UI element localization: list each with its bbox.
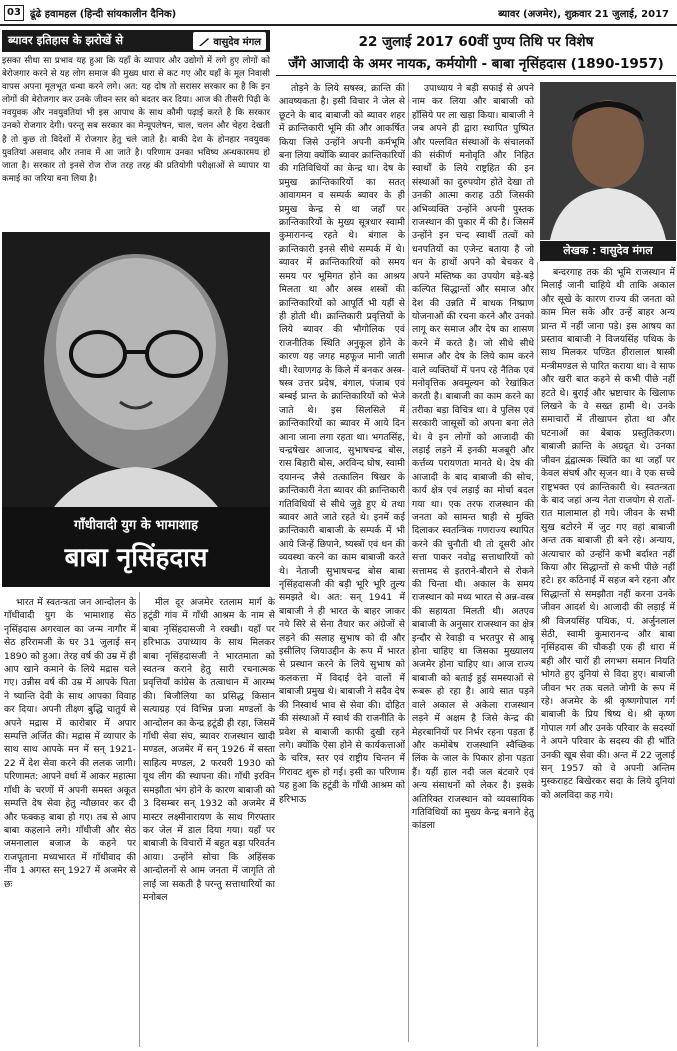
article-column-2: [143, 596, 275, 1046]
article-column-1-text: भारत में स्वतन्त्रता जन आन्दोलन के गाँधीवादी युग के भामाशाह सेठ नृसिंहदास अगरवाल का जन्म नागौर में सेठ हरिरामजी के घर 31 जुलाई सन् 1890 को हुआ। तेरह वर्ष की उम्र में ही आप खाने कमाने के लिये मद्रास चले गए। उन्नीस वर्ष की उम्र में आपके पिता ने ष्यान्ति देवी के साथ आपका विवाह कर दिया। अपनी तीक्ष्ण बुद्धि चातुर्य से अपने मद्रास में कारोबार में अपार सम्पत्ति अर्जित की। मद्रास में व्यापार के साथ साथ आपके मन में सन् 1921-22 में देश सेवा करने की ललक जागी। परिणामत: आपने वर्धा में आकर महात्मा गाँधी के चरणों में अपनी समस्त अकूत सम्पत्ति देष सेवा हेतु न्यौछावर कर दी और फक्कड़ बाबा हो गए। तब से आप बाबा कहलाने लगे। गाँधीजी और सेठ जमनालाल बजाज के कहने पर राजपूताना मध्यभारत में गाँधीवाद की नींव 1 अगस्त सन् 1927 में अजमेर से छः: [4, 597, 136, 890]
article-column-5-text: बन्दरगाह तक की भूमि राजस्थान में मिलाई जानी चाहिये थी ताकि अकाल और सूखे के कारण राज्य की जनता को काम मिल सके और उन्हें बाहर अन्य प्रान्त में नहीं जाना पड़े। इस आषय का प्रस्ताव बाबाजी ने विजयसिंह पथिक के साथ मिलकर पण्डित हीरालाल षास्त्री मन्त्रीमण्डल से पारित कराया था। वे साफ और खरी बात कहने से कभी पीछे नहीं हटते थे। बुराई और भ्रष्टाचार के खिलाफ लिखने के वे सख्त हामी थे। उनके समाचारों में तीखापन होता था और घटनाओं का बेबाक प्रस्तुतिकरण। बाबाजी क्रान्ति के अग्रदूत थे। उनका जीवन द्वंद्वात्मक स्थिति का था जहाँ पर केवल संघर्ष और सृजन था। वे एक सच्चे राष्ट्रभक्त एवं क्रान्तिकारी थे। स्वतन्त्रता के बाद जहां अन्य नेता राजयोग से रातों-रात मालामाल हो गये। जीवन के सभी सुख बटोरने में जुट गए वहां बाबाजी अन्त तक बाबाजी ही बने रहे। अन्याय, अत्याचार को उन्होंने कभी बर्दाश्त नहीं किया और सिद्धान्तों से कभी पीछे नहीं हटे। हर कठिनाई में सहज बने रहना और सिद्धान्तों से समझौता नहीं करना उनके जीवन आदर्श थे। आजादी की लड़ाई में श्री विजयसिंह पथिक, पं. अर्जुनलाल सेठी, स्वामी कुमारानन्द और बाबा नृसिंहदास की चौकड़ी एक ही धारा में बही और चारों ही लगभग समान नियति भोगते हुए दुनियां से विदा हुए। बाबाजी जीवन भर तक चलते जोगी के रूप में रहे। अजमेर के श्री कृष्णगोपाल गर्ग बाबाजी के प्रिय षिष्य थे। श्री कृष्ण गोपाल गर्ग और उनके परिवार के सदस्यों ने अपने परिवार के सदस्य की ही भाँति उनकी खूब सेवा की। अन्त में 22 जुलाई सन् 1957 को वे अपनी अन्तिम मुस्कराहट बिखेरकर सदा के लिये दुनियां को अलविदा कह गये।: [541, 267, 675, 801]
article-column-3: [279, 82, 405, 1046]
column-divider: [537, 262, 538, 1047]
history-section-body: इसका सीधा सा प्रभाव यह हुआ कि यहाँ के व्यापार और उद्योगों में लगे हुए लोगों को बेरोजगार करने से यह लोग समाज की मुख्य धारा से कट गए और यहाँ के मूल निवासी वापस अपना मूलभूत धन्धा करने लगे। अत: यह दोष तो सरासर सरकार का है कि इन लोगों की बेरोजगार कर उनके जीवन स्तर को बदतर कर दिया। आज की तीसरी पिढ़ी के नवयुवक और नवयुवतियां भी इस आपाध के साथ कौमी पढ़ाई करते है कि सरकार उनको रोजगार देगी। परन्तु सब सरकार का मेन्यूपलेषन, चाल, चलन और चेहरा देखती है तो कुछ तो विदेशों में रोजगार हेतु चले जाते है। बाकी देश के होनहार नवयुवक युवतियां असवाद और तनाव में आ जाते है। परिणाम उनका भविष्य अन्धकारमय हो जाता है। सरकार तो इनसे रोज रोज तरह तरह की प्रतियोगी परीक्षाओं से व्यापार या कमाई का जरिया बना लिया है।: [2, 56, 270, 184]
portrait-caption-subtitle: गाँधीवादी युग के भामाशाह: [73, 518, 199, 533]
article-column-5: [541, 266, 675, 1046]
portrait-caption-name: बाबा नृसिंहदास: [64, 543, 208, 573]
history-section-banner: [2, 30, 270, 52]
author-photo: [540, 82, 676, 240]
history-section-title: ब्यावर इतिहास के झरोखें से: [8, 33, 124, 47]
author-label: लेखक : वासुदेव मंगल: [540, 241, 676, 261]
portrait-photo: [2, 232, 270, 587]
column-divider: [139, 592, 140, 1047]
portrait-illustration: [2, 232, 270, 587]
article-column-3-text: तोड़ने के लिये सषस्त्र, क्रान्ति की आवष्यकता है। इसी विचार ने जेल से छूटने के बाद बाबाजी को ब्यावर शहर में क्रान्तिकारी भूमि की और आकर्षित किया जिसे उन्होंने अपनी कर्मभूमि बना लिया क्योंकि ब्यावर क्रान्तिकारियों की गतिविधियों का केन्द्र था। देष के प्रमुख क्रान्तिकारियों का सतत् आवागमन व सम्पर्क ब्यावर के ही प्रमुख केन्द्र से था जहाँ पर क्रान्तिकारियों के मुख्य सूत्रधार स्वामी कुमारानन्द रहते थे। बंगाल के क्रान्तिकारी इनसे सीधे सम्पर्क में थे। ब्यावर में क्रान्तिकारियों को समय समय पर भूमिगत होने का आश्रय मिलता था और अस्त्र शस्त्रों की क्रान्तिकारियों को आपूर्ति भी यहीं से ही होती थी। क्रान्तिकारी प्रवृत्तियों के लिये ब्यावर की भौगोलिक एवं राजनीतिक स्थिति अनुकूल होने के कारण यह जगह महफूज मानी जाती थी। रेवाणगढ़ के किले में बनकर अस्त्र-षस्त्र उत्तर प्रदेष, बंगाल, पंजाब एवं बम्बई प्रान्त के क्रान्तिकारियों को भेजे जाते थे। इस सिलसिले में क्रान्तिकारियों का ब्यावर में आये दिन आना जाना लगा रहता था। भगतसिंह, चन्द्रषेखर आजाद, सुभाषचन्द्र बोस, रास बिहारी बोस, अरविन्द घोष, स्वामी दयानन्द जैसे तत्कालिन षिखर के क्रान्तिकारी नेता ब्यावर की क्रान्तिकारी गतिविधियों से सीधे जुड़े हुए थे तथा ब्यावर आते जाते रहते थे। इनमें कई क्रान्तिकारी बाबाजी के सम्पर्क में भी आये जिन्हें छिपाने, ष्यस्त्रों एवं धन की व्यवस्था करने का काम बाबाजी करते थे। नेताजी सुभाषचन्द्र बोस बाबा नृसिंहदासजी की बड़ी भूरि भूरि तुल्य समझते थे। अत: सन् 1941 में बाबाजी ने ही भारत के बाहर जाकर नये सिरे से सेना तैयार कर अंग्रेजों से लड़ने की सलाह सुभाष को दी और इसीलिए जियाउद्दीन के रूप में भारत से प्रस्थान करने के लिये सुभाष को कलकत्ता में विदाई देने वालों में बाबाजी प्रमुख थे। बाबाजी ने सदैव देष की निस्वार्थ भाव से सेवा की। दोहित की संस्थाओं में स्वार्थ की राजनीति के प्रवेश से बाबाजी काफी दुखी रहने लगे। क्योंकि ऐसा होने से कार्यकत्ताओं के चरित्र, स्तर एवं राष्ट्रीय चिन्तन में गिरावट शुरू हो गई। इसी का परिणाम यह हुआ कि हटूंडी के गाँधी आश्रम को हरिभाऊ: [279, 83, 405, 805]
article-headline: जँगे आजादी के अमर नायक, कर्मयोगी - बाबा नृसिंहदास (1890-1957): [288, 56, 664, 72]
article-column-1: [4, 596, 136, 1046]
headline-divider: [276, 75, 676, 76]
author-illustration: [540, 82, 676, 240]
article-column-4-text: उपाध्याय ने बड़ी सफाई से अपने नाम कर लिया और बाबाजी को हाँसिये पर ला खड़ा किया। बाबाजी ने जब अपने ही द्वारा स्थापित पुष्पित और पल्लवित संस्थाओं के संचालकों की संकीर्ण मनोवृति और निहित स्वार्थों के लिये राष्ट्रहित की इन संस्थाओं का दुरुपयोग होते देखा तो उनकी आत्मा कराह उठी जिसकी अभिव्यक्ति उन्होंने अपनी पुस्तक राजस्थान की पुकार में की है। जिसमें उन्होंने इन चन्द स्वार्थी तत्वों को धनपतियों का एजेन्ट बताया है जो धन के हाथों अपने को बेचकर वे अपने मस्तिष्क का उपयोग बड़े-बड़े कल्पित सिद्धान्तों और समाज और देश की उन्नति में बाधक निष्प्राण योजनाओं की रचना करने और उनको लागू कर समाज और देष का शासण करने में करते है। जो सीधे सीधे समाज और देष के लिये काम करने वाले व्यक्तियों में पनप रहे नैतिक एवं मनोवृत्तिक अवमूल्यन को रेखांकित करती है। बाबाजी का काम करने का तरीका बड़ा विचित्र था। वे पुलिस एवं सरकारी जासूसों को अपना बना लेते थे। वे इन लोगों को आजादी की लड़ाई लड़ने में इनकी मजबूरी और कर्त्तव्य परायणता मानते थे। देष की आजादी के बाद बाबाजी की सोच, कार्य क्षेत्र एवं लड़ाई का मोर्चा बदल गया था। एक तरफ राजस्थान की जनता को सामन्त षाही से मुक्ति दिलाकर स्वतन्त्रिक गणराज्य स्थापित करने की चुनौती थी तो दूसरी ओर सत्ता पाकर नवोद्व सत्ताधारियों को सत्तामद से इतराने-बौराने से रोकने की चिन्ता थी। अकाल के समय राजस्थान को मध्य भारत से अन्न-वस्त्र की सहायता मिलती थी। अतएव बाबाजी के अनुसार राजस्थान का क्षेत्र इन्दौर से रेवाड़ी व भरतपुर से आबू होना चाहिए था जिसका मुख्यालय अजमेर होना चाहिए था। आज राज्य बाबाजी को बताई हुई समस्याओं से रूबरू हो रहा है। आये सात पड़ने वाले अकाल से अकेला राजस्थान लड़ने में अक्षम है जिसे केन्द्र की मेहरबानियों पर निर्भर रहना पड़ता हैं और कमोबेष राजस्थानि स्वैच्छिक लिंक के जाल के पिकार होना पड़ता हैं। यहीं हाल नदी जल बंटवारे एवं अन्य संसाधनों को लेकर है। इसके अतिरिक्त राजस्थान को व्यवसायिक गतिविधियों का मुख्य केन्द्र बनाने हेतु कांडला: [412, 83, 534, 832]
newspaper-name: ढूंढे हवामहल (हिन्दी सांयकालीन दैनिक): [30, 9, 177, 20]
article-column-4: [412, 82, 534, 1046]
column-divider: [408, 82, 409, 1042]
history-section-author: वासुदेव मंगल: [213, 37, 261, 48]
article-kicker: 22 जुलाई 2017 60वीं पुण्य तिथि पर विशेष: [358, 34, 594, 50]
history-section-author-box: [193, 32, 266, 50]
article-column-2-text: मील दूर अजमेर रतलाम मार्ग के हटूंडी गांव में गाँधी आश्रम के नाम से बाबा नृसिंहदासजी ने रक्खी। यहाँ पर हरिभाऊ उपाध्याय के साथ मिलकर बाबा नृसिंहदासजी ने भारतमाता को स्वतन्त्र कराने हेतु सारी रचनात्मक प्रवृत्तियाँ कांग्रेस के तत्वाधान में आरम्भ की। बिजौलिया का प्रसिद्ध किसान सत्याग्रह एवं विभिन्न प्रजा मण्डलों के आन्दोलन का केन्द्र हटूंडी ही रहा, जिसमें गाँधी सेवा संघ, ब्यावर राजस्थान खादी मण्डल, अजमेर में सन् 1926 में सस्ता साहित्य मण्डल, 2 फरवरी 1930 को यूथ लीग की स्थापना की। गाँधी इरविन समझौता भंग होने के कारण बाबाजी को 3 दिसम्बर सन् 1932 को अजमेर में मास्टर लक्ष्मीनारायण के साथ गिरफ्तार कर जेल में डाल दिया गया। यहाँ पर बाबाजी के विचारों में बहुत बड़ा परिवर्तन आया। उन्होंने सोचा कि अहिंसक आन्दोलनों से आम जनता में जागृति तो लाई जा सकती है परन्तु सत्ताधारियों का मनोबल: [143, 597, 275, 903]
quill-pen-icon: [198, 37, 210, 47]
page-number: 03: [4, 5, 24, 21]
page-header: [0, 0, 677, 26]
location-date: ब्यावर (अजमेर), शुक्रवार 21 जुलाई, 2017: [498, 9, 669, 20]
